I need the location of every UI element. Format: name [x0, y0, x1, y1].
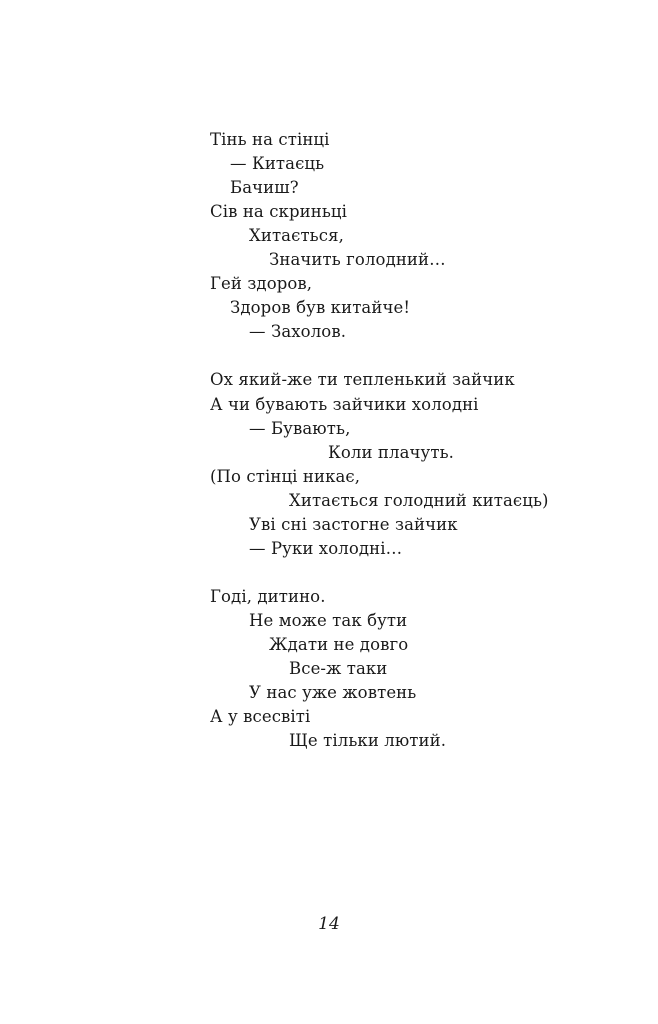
poem-line: — Захолов. — [249, 322, 347, 341]
poem-line: Значить голодний… — [269, 250, 446, 269]
poem-line: Хитається, — [249, 226, 344, 245]
poem-line: Все-ж таки — [289, 659, 388, 678]
poem-line: У нас уже жовтень — [249, 683, 417, 702]
poem-line: А у всесвіті — [210, 707, 311, 726]
poem-line: Ще тільки лютий. — [289, 731, 447, 750]
poem-line: — Бувають, — [249, 419, 351, 438]
poem-line: (По стінці никає, — [210, 467, 361, 486]
poem-line: — Китаєць — [230, 154, 325, 173]
poem-line: Сів на скриньці — [210, 202, 347, 221]
poem-line: А чи бувають зайчики холодні — [210, 395, 479, 414]
poem-line: Здоров був китайче! — [230, 298, 411, 317]
poem-line: Ох який-же ти тепленький зайчик — [210, 370, 515, 389]
poem-line: Гей здоров, — [210, 274, 313, 293]
poem-line: Уві сні застогне зайчик — [249, 515, 458, 534]
poem-line: Бачиш? — [230, 178, 299, 197]
poem-line: Хитається голодний китаєць) — [289, 491, 549, 510]
poem-line: Коли плачуть. — [328, 443, 455, 462]
page-number: 14 — [318, 914, 340, 934]
poem-line: Не може так бути — [249, 611, 408, 630]
poem-line: Ждати не довго — [269, 635, 409, 654]
poem-line: Тінь на стінці — [210, 130, 330, 149]
poem-line: Годі, дитино. — [210, 587, 326, 606]
poem-line: — Руки холодні… — [249, 539, 403, 558]
